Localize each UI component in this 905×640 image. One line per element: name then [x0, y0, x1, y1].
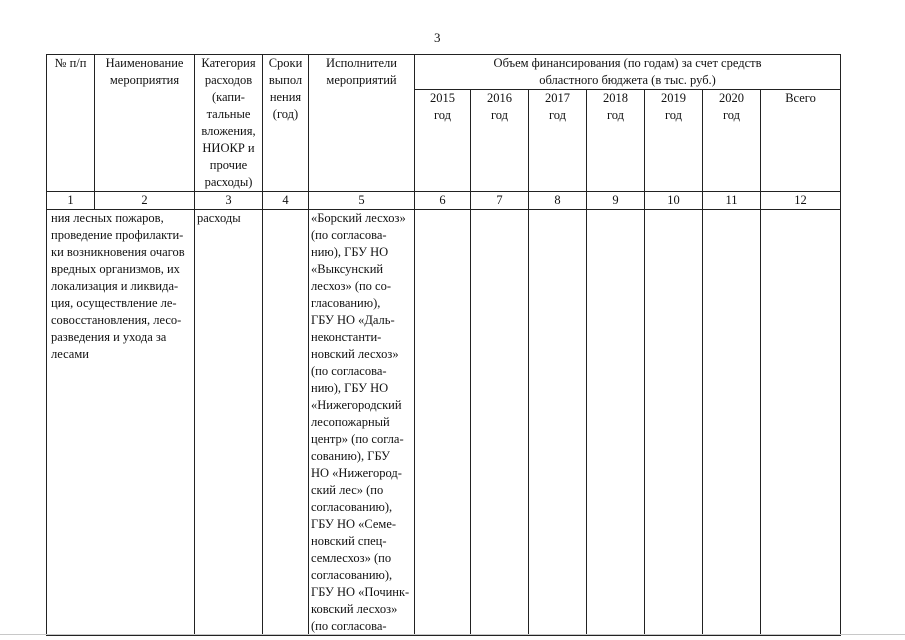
header-year-2019: 2019 год	[645, 90, 703, 192]
value-2018-cell	[587, 210, 645, 636]
header-funding: Объем финансирования (по годам) за счет средств областного бюджета (в тыс. руб.)	[415, 55, 841, 90]
header-year-2020: 2020 год	[703, 90, 761, 192]
value-total-cell	[761, 210, 841, 636]
header-name: Наименование мероприятия	[95, 55, 195, 192]
value-2019-cell	[645, 210, 703, 636]
column-number: 8	[529, 192, 587, 210]
category-cell: расходы	[195, 210, 263, 636]
header-row-1	[47, 55, 841, 90]
value-2015-cell	[415, 210, 471, 636]
measure-name-cell: ния лесных пожаров, проведение профилакти- ки возникновения очагов вредных организмов, их локализация и ликвида- ция, осуществление ле- совосстановления, лесо- разведения и ухода за лесами	[47, 210, 195, 636]
column-number: 11	[703, 192, 761, 210]
funding-table	[46, 54, 841, 636]
column-number: 5	[309, 192, 415, 210]
page-edge-line	[0, 634, 905, 635]
column-number: 1	[47, 192, 95, 210]
value-2017-cell	[529, 210, 587, 636]
term-cell	[263, 210, 309, 636]
column-number: 12	[761, 192, 841, 210]
header-year-2016: 2016 год	[471, 90, 529, 192]
column-number-row	[47, 192, 841, 210]
header-category: Категория расходов (капи- тальные вложения, НИОКР и прочие расходы)	[195, 55, 263, 192]
header-executors: Исполнители мероприятий	[309, 55, 415, 192]
column-number: 6	[415, 192, 471, 210]
header-year-2017: 2017 год	[529, 90, 587, 192]
header-year-2018: 2018 год	[587, 90, 645, 192]
executors-cell: «Борский лесхоз» (по согласова- нию), ГБУ НО «Выксунский лесхоз» (по со- гласованию), ГБУ НО «Даль- неконстанти- новский лесхоз» (по согласова- нию), ГБУ НО «Нижегородский лесопожарный центр» (по согла- сованию), ГБУ НО «Нижегород- ский лес» (по согласованию), ГБУ НО «Семе- новский спец- семлесхоз» (по согласованию), ГБУ НО «Починк- ковский лесхоз» (по согласова-	[309, 210, 415, 636]
column-number: 3	[195, 192, 263, 210]
header-year-2015: 2015 год	[415, 90, 471, 192]
header-total: Всего	[761, 90, 841, 192]
page-number: 3	[434, 30, 441, 45]
column-number: 10	[645, 192, 703, 210]
value-2020-cell	[703, 210, 761, 636]
column-number: 7	[471, 192, 529, 210]
column-number: 9	[587, 192, 645, 210]
header-term: Сроки выпол нения (год)	[263, 55, 309, 192]
table-row	[47, 210, 841, 636]
value-2016-cell	[471, 210, 529, 636]
column-number: 2	[95, 192, 195, 210]
header-num: № п/п	[47, 55, 95, 192]
column-number: 4	[263, 192, 309, 210]
